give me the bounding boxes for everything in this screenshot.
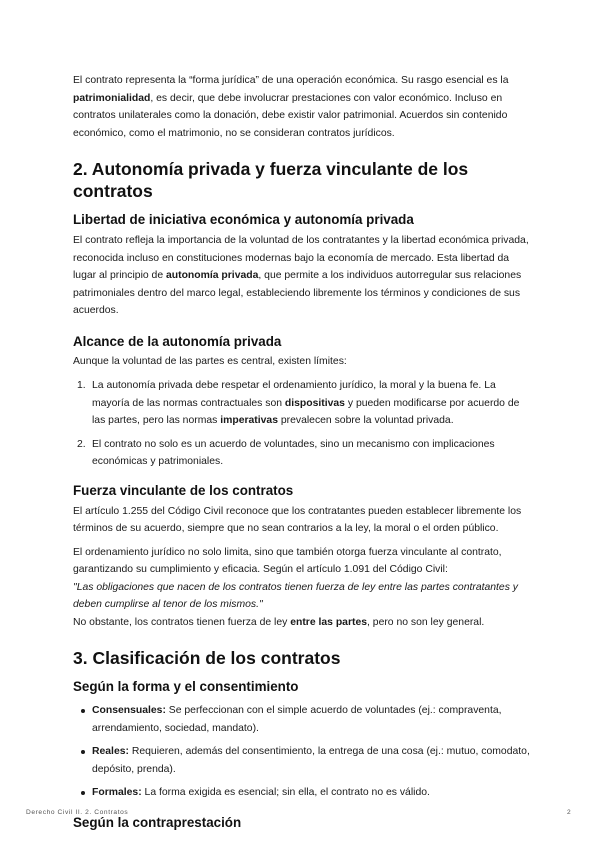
limits-list: [73, 377, 531, 471]
bullet-icon: [81, 750, 85, 754]
subheading-libertad-iniciativa: Libertad de iniciativa económica y autonomía privada: [73, 212, 414, 227]
bullet-icon: [81, 791, 85, 795]
list-number: 2.: [77, 438, 86, 450]
list-number: 1.: [77, 380, 86, 391]
subheading-forma-consentimiento: Según la forma y el consentimiento: [73, 679, 299, 694]
page-number: 2: [567, 809, 571, 816]
quote-articulo-1091: "Las obligaciones que nacen de los contratos tienen fuerza de ley entre las partes contratantes y deben cumplirse al tenor de los mismos.": [73, 581, 518, 610]
list-item: Reales: Requieren, además del consentimiento, la entrega de una cosa (ej.: mutuo, comodato, depósito, prenda).: [73, 743, 531, 778]
classification-list: [73, 702, 531, 802]
intro-paragraph: El contrato representa la “forma jurídica” de una operación económica. Su rasgo esencial es la patrimonialidad, es decir, que debe involucrar prestaciones con valor económico. Incluso en contratos unilaterales como la donación, debe existir valor patrimonial. Acuerdos sin contenido económico, como el matrimonio, no se consideran contratos jurídicos.: [73, 75, 509, 139]
section-2-heading: 2. Autonomía privada y fuerza vinculante de los contratos: [73, 159, 469, 201]
paragraph-alcance-lead: Aunque la voluntad de las partes es central, existen límites:: [73, 355, 347, 367]
subheading-contraprestacion: Según la contraprestación: [73, 814, 242, 830]
document-page: [73, 68, 531, 832]
paragraph-libertad-iniciativa: El contrato refleja la importancia de la voluntad de los contratantes y la libertad económica privada, reconocida incluso en constituciones modernas bajo la economía de mercado. Esta libertad da lugar al principio de autonomía privada, que permite a los individuos autorregular sus relaciones patrimoniales dentro del marco legal, estableciendo libremente los términos y condiciones de sus acuerdos.: [73, 235, 529, 316]
list-item: Consensuales: Se perfeccionan con el simple acuerdo de voluntades (ej.: compraventa, arrendamiento, sociedad, mandato).: [73, 702, 531, 737]
paragraph-ordenamiento: El ordenamiento jurídico no solo limita, sino que también otorga fuerza vinculante al contrato, garantizando su cumplimiento y eficacia. Según el artículo 1.091 del Código Civil: "Las obligaciones que nacen de los contratos tienen fuerza de ley entre las partes contratantes y deben cumplirse al tenor de los mismos." No obstante, los contratos tienen fuerza de ley entre las partes, pero no son ley general.: [73, 546, 518, 628]
bullet-icon: [81, 709, 85, 713]
paragraph-articulo-1255: El artículo 1.255 del Código Civil reconoce que los contratantes pueden establecer libremente los términos de su acuerdo, siempre que no sean contrarios a la ley, la moral o el orden público.: [73, 505, 522, 534]
section-3-heading: 3. Clasificación de los contratos: [73, 648, 341, 668]
list-item: 1. La autonomía privada debe respetar el ordenamiento jurídico, la moral y la buena fe. La mayoría de las normas contractuales son dispositivas y pueden modificarse por acuerdo de las partes, pero las normas imperativas prevalecen sobre la voluntad privada.: [73, 377, 531, 430]
list-item: 2. El contrato no solo es un acuerdo de voluntades, sino un mecanismo con implicaciones económicas y patrimoniales.: [73, 436, 531, 471]
list-item: Formales: La forma exigida es esencial; sin ella, el contrato no es válido.: [73, 784, 531, 802]
footer-text: Derecho Civil II. 2. Contratos: [26, 809, 129, 816]
subheading-fuerza-vinculante: Fuerza vinculante de los contratos: [73, 482, 294, 498]
subheading-alcance: Alcance de la autonomía privada: [73, 333, 282, 349]
